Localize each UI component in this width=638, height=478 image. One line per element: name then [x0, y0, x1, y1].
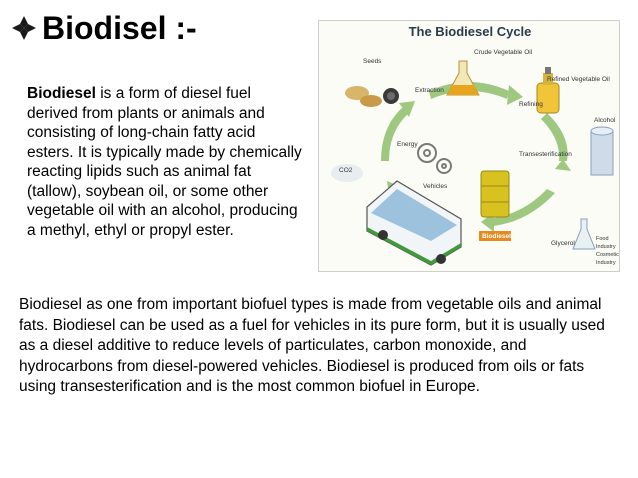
glycerol-use-item: Industry [596, 260, 616, 266]
label-vehicles: Vehicles [423, 183, 448, 190]
label-transesterification: Transesterification [519, 151, 572, 158]
label-extraction: Extraction [415, 87, 444, 94]
figure-title: The Biodiesel Cycle [408, 24, 532, 39]
label-alcohol: Alcohol [594, 117, 616, 124]
glycerol-use-item: Food [596, 236, 609, 242]
glycerol-flask-icon [573, 219, 595, 249]
diamond-bullet-icon [10, 14, 38, 42]
biodiesel-cycle-figure [318, 20, 620, 272]
energy-gears-icon [418, 144, 451, 173]
seeds-icon [345, 86, 399, 107]
label-refining: Refining [519, 101, 543, 108]
label-co2: CO2 [339, 167, 353, 174]
crude-oil-flask-icon [447, 61, 479, 95]
label-refined-oil: Refined Vegetable Oil [547, 76, 610, 83]
label-energy: Energy [397, 141, 418, 148]
bus-icon [367, 181, 461, 265]
label-glycerol: Glycerol [551, 240, 575, 247]
label-biodiesel: Biodiesel [482, 233, 511, 240]
label-crude-oil: Crude Vegetable Oil [474, 49, 533, 56]
glycerol-use-item: Cosmetic [596, 252, 619, 258]
label-seeds: Seeds [363, 58, 382, 65]
intro-term: Biodiesel [27, 85, 96, 102]
glycerol-use-item: Industry [596, 244, 616, 250]
intro-text: is a form of diesel fuel derived from plants or animals and consisting of long-chain fatty acid esters. It is typically made by chemically reacting lipids such as animal fat (tallow), soybean oil, or some other vegetable oil with an alcohol, producing a methyl, ethyl or propyl ester. [27, 85, 302, 239]
glycerol-uses-list [596, 235, 619, 267]
slide-title-text: Biodisel :- [42, 10, 197, 46]
slide-title [10, 10, 197, 46]
body-paragraph: Biodiesel as one from important biofuel types is made from vegetable oils and animal fats. Biodiesel can be used as a fuel for vehicles in its pure form, but it is usually used as a diesel additive to reduce levels of particulates, carbon monoxide, and hydrocarbons from diesel-powered vehicles. Biodiesel is produced from oils or fats using transesterification and is the most common biofuel in Europe. [19, 296, 605, 395]
biodiesel-barrel-icon [479, 171, 511, 241]
alcohol-container-icon [591, 127, 613, 175]
intro-paragraph [27, 84, 302, 240]
